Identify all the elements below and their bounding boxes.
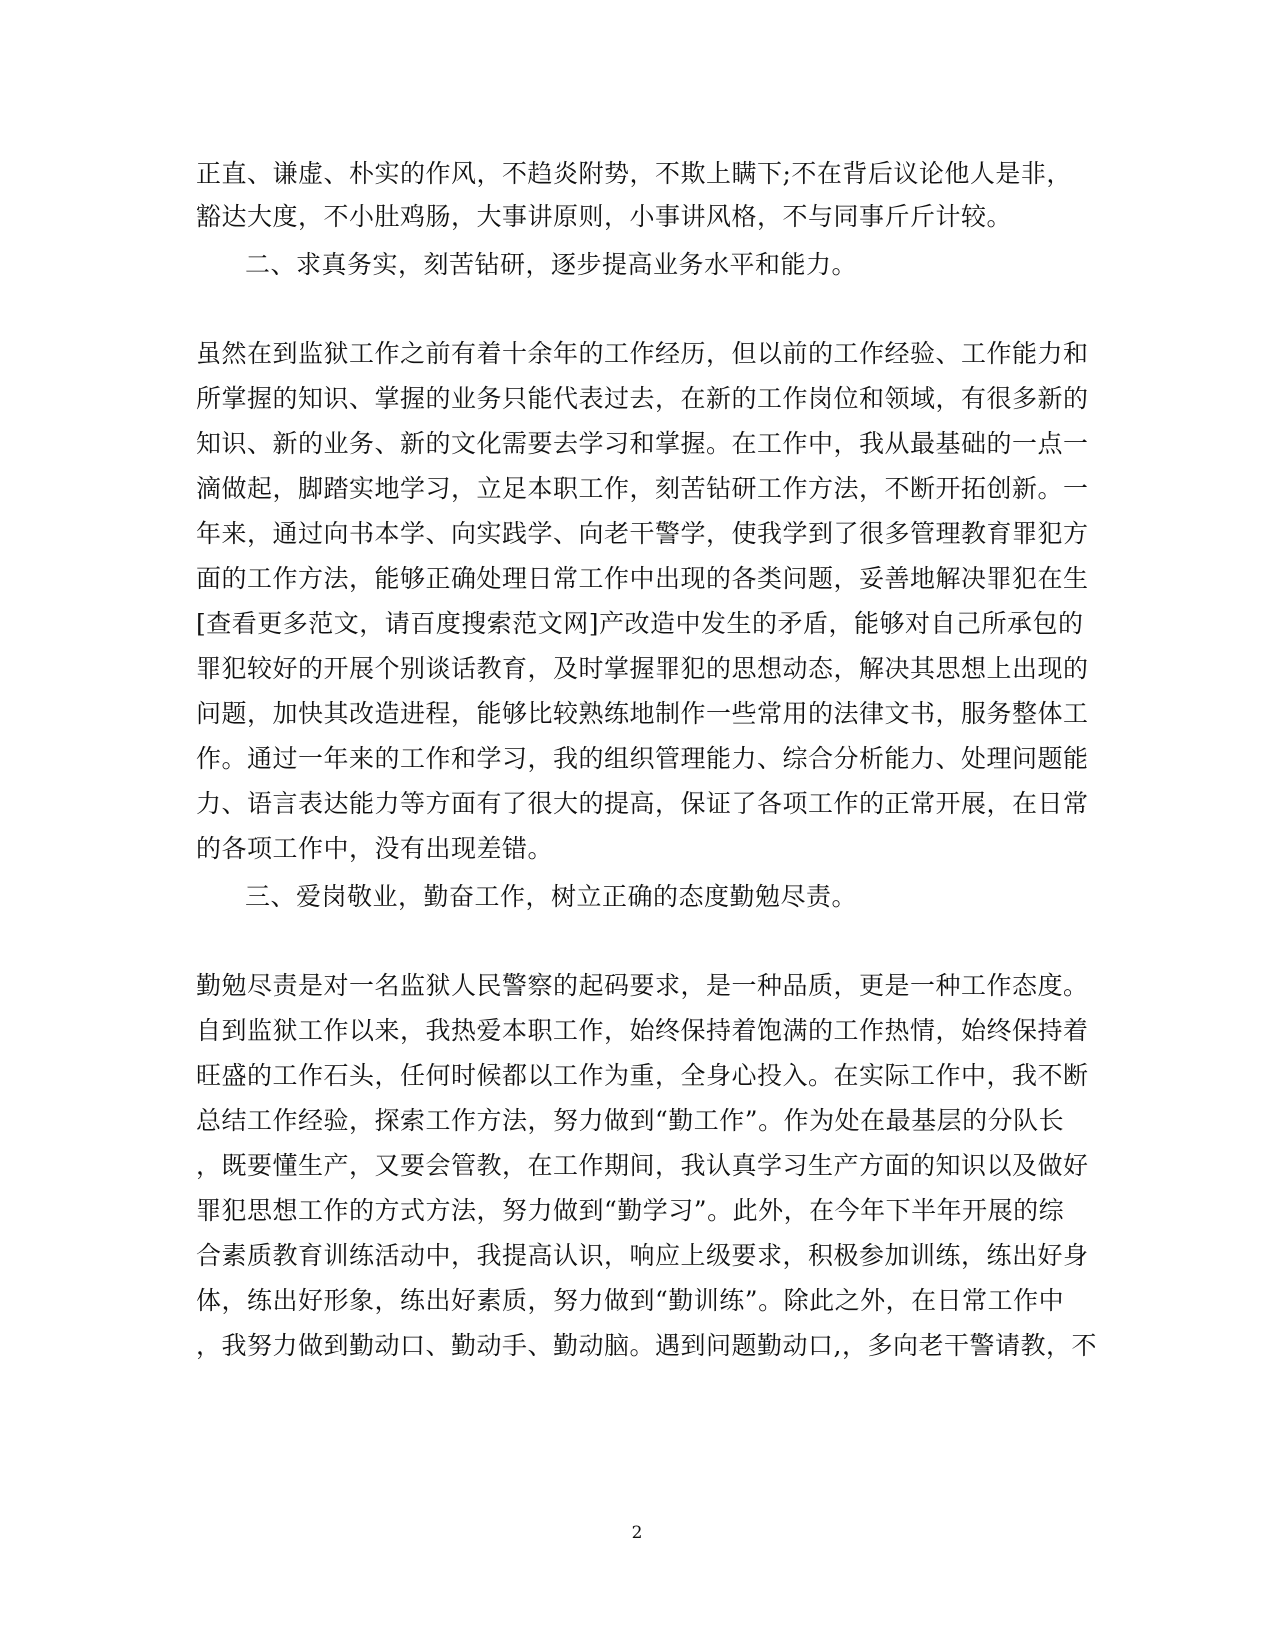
paragraph-line: 虽然在到监狱工作之前有着十余年的工作经历，但以前的工作经验、工作能力和 [196, 339, 1089, 368]
paragraph-line: 勤勉尽责是对一名监狱人民警察的起码要求，是一种品质，更是一种工作态度。 [196, 971, 1089, 1000]
paragraph-line: ，我努力做到勤动口、勤动手、勤动脑。遇到问题勤动口,，多向老干警请教，不 [196, 1331, 1097, 1360]
paragraph-line: 年来，通过向书本学、向实践学、向老干警学，使我学到了很多管理教育罪犯方 [196, 519, 1089, 548]
paragraph-line: 问题，加快其改造进程，能够比较熟练地制作一些常用的法律文书，服务整体工 [196, 699, 1089, 728]
section-heading: 二、求真务实，刻苦钻研，逐步提高业务水平和能力。 [245, 250, 858, 279]
paragraph-line: 旺盛的工作石头，任何时候都以工作为重，全身心投入。在实际工作中，我不断 [196, 1061, 1089, 1090]
paragraph-line: 面的工作方法，能够正确处理日常工作中出现的各类问题，妥善地解决罪犯在生 [196, 564, 1089, 593]
paragraph-line: 体，练出好形象，练出好素质，努力做到“勤训练”。除此之外，在日常工作中 [196, 1286, 1065, 1315]
paragraph-line: 豁达大度，不小肚鸡肠，大事讲原则，小事讲风格，不与同事斤斤计较。 [196, 202, 1013, 231]
paragraph-line: 罪犯思想工作的方式方法，努力做到“勤学习”。此外，在今年下半年开展的综 [196, 1196, 1065, 1225]
paragraph-line: 的各项工作中，没有出现差错。 [196, 834, 554, 863]
paragraph-line: 自到监狱工作以来，我热爱本职工作，始终保持着饱满的工作热情，始终保持着 [196, 1016, 1089, 1045]
paragraph-line: 合素质教育训练活动中，我提高认识，响应上级要求，积极参加训练，练出好身 [196, 1241, 1089, 1270]
section-heading: 三、爱岗敬业，勤奋工作，树立正确的态度勤勉尽责。 [245, 882, 858, 911]
paragraph-line: 正直、谦虚、朴实的作风，不趋炎附势，不欺上瞒下;不在背后议论他人是非， [196, 159, 1072, 188]
paragraph-line: 知识、新的业务、新的文化需要去学习和掌握。在工作中，我从最基础的一点一 [196, 429, 1089, 458]
paragraph-line: [查看更多范文，请百度搜索范文网]产改造中发生的矛盾，能够对自己所承包的 [196, 609, 1084, 638]
paragraph-line: 罪犯较好的开展个别谈话教育，及时掌握罪犯的思想动态，解决其思想上出现的 [196, 654, 1089, 683]
paragraph-line: 力、语言表达能力等方面有了很大的提高，保证了各项工作的正常开展，在日常 [196, 789, 1089, 818]
page-number: 2 [631, 1523, 643, 1543]
paragraph-line: 作。通过一年来的工作和学习，我的组织管理能力、综合分析能力、处理问题能 [196, 744, 1089, 773]
paragraph-line: 总结工作经验，探索工作方法，努力做到“勤工作”。作为处在最基层的分队长 [196, 1106, 1065, 1135]
paragraph-line: 所掌握的知识、掌握的业务只能代表过去，在新的工作岗位和领域，有很多新的 [196, 384, 1089, 413]
paragraph-line: 滴做起，脚踏实地学习，立足本职工作，刻苦钻研工作方法，不断开拓创新。一 [196, 474, 1089, 503]
paragraph-line: ，既要懂生产，又要会管教，在工作期间，我认真学习生产方面的知识以及做好 [196, 1151, 1089, 1180]
